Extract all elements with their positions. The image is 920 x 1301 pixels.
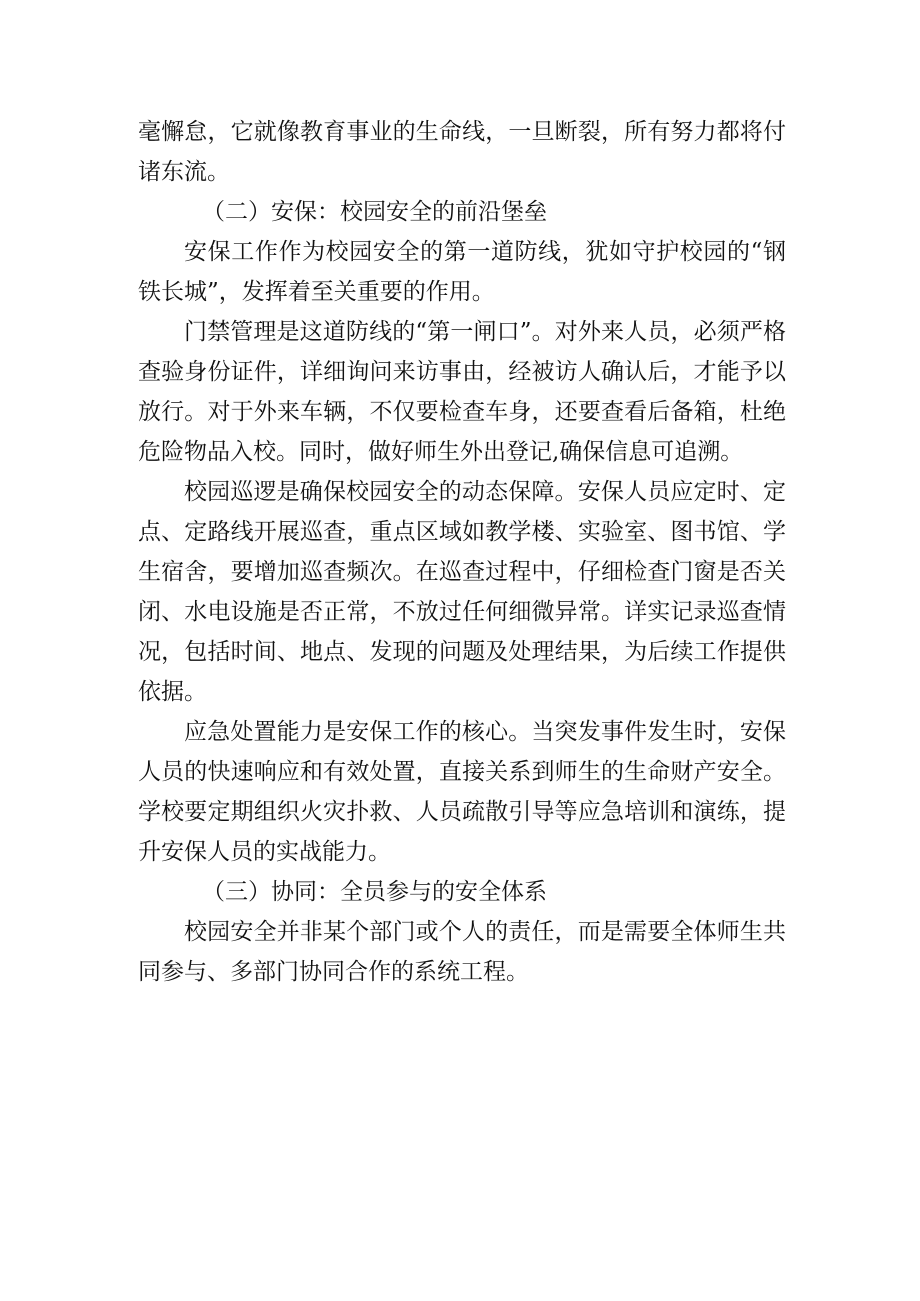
- paragraph-access-control: 门禁管理是这道防线的“第一闸口”。对外来人员，必须严格查验身份证件，详细询问来访事由，经被访人确认后，才能予以放行。对于外来车辆，不仅要检查车身，还要查看后备箱，杜绝危险物品入校。同时，做好师生外出登记,确保信息可追溯。: [138, 319, 786, 465]
- section-heading-collaboration: （三）协同：全员参与的安全体系: [202, 879, 547, 905]
- paragraph-continued: 毫懈怠，它就像教育事业的生命线，一旦断裂，所有努力都将付诸东流。: [138, 119, 786, 185]
- document-page: [138, 112, 786, 992]
- paragraph-security-intro: 安保工作作为校园安全的第一道防线，犹如守护校园的“钢铁长城”，发挥着至关重要的作用。: [138, 239, 786, 305]
- paragraph-collaboration-intro: 校园安全并非某个部门或个人的责任，而是需要全体师生共同参与、多部门协同合作的系统工程。: [138, 919, 786, 985]
- paragraph-patrol: 校园巡逻是确保校园安全的动态保障。安保人员应定时、定点、定路线开展巡查，重点区域如教学楼、实验室、图书馆、学生宿舍，要增加巡查频次。在巡查过程中，仔细检查门窗是否关闭、水电设施是否正常，不放过任何细微异常。详实记录巡查情况，包括时间、地点、发现的问题及处理结果，为后续工作提供依据。: [138, 479, 786, 705]
- paragraph-emergency-response: 应急处置能力是安保工作的核心。当突发事件发生时，安保人员的快速响应和有效处置，直接关系到师生的生命财产安全。学校要定期组织火灾扑救、人员疏散引导等应急培训和演练，提升安保人员的实战能力。: [138, 719, 786, 865]
- section-heading-security: （二）安保：校园安全的前沿堡垒: [202, 199, 547, 225]
